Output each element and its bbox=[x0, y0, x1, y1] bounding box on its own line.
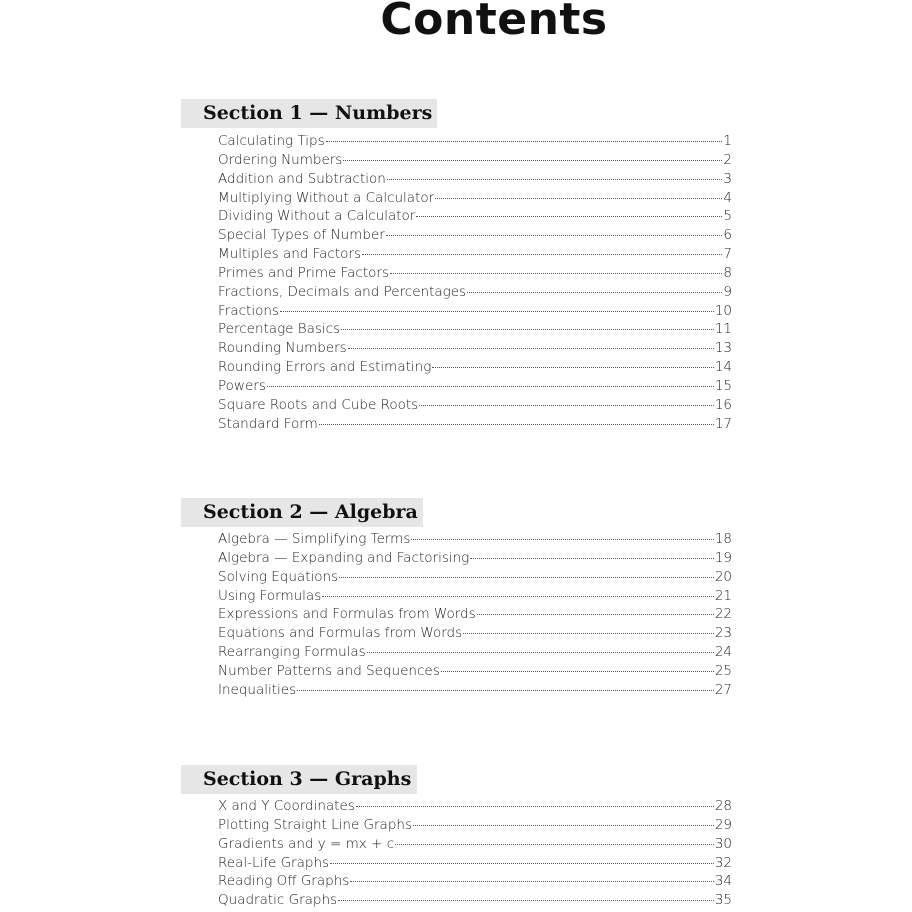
dot-leader bbox=[280, 311, 714, 312]
toc-entry-page: 35 bbox=[714, 892, 732, 909]
toc-entry[interactable] bbox=[218, 246, 732, 265]
toc-entry[interactable] bbox=[218, 892, 732, 911]
toc-entry-label: Addition and Subtraction bbox=[218, 170, 386, 187]
toc-entry-label: Calculating Tips bbox=[218, 133, 325, 149]
toc-entry[interactable] bbox=[218, 133, 732, 152]
dot-leader bbox=[441, 671, 714, 672]
dot-leader bbox=[322, 596, 714, 597]
toc-entry-label: Plotting Straight Line Graphs bbox=[218, 816, 412, 833]
toc-entry-label: Multiples and Factors bbox=[218, 246, 361, 263]
toc-entry-page: 32 bbox=[714, 854, 732, 871]
toc-entry[interactable] bbox=[218, 550, 732, 569]
toc-entry-page: 8 bbox=[723, 264, 732, 281]
toc-entry-label: Rounding Numbers bbox=[218, 340, 347, 357]
toc-entry[interactable] bbox=[218, 873, 732, 892]
dot-leader bbox=[367, 652, 714, 653]
toc-entry-label: Gradients and y = mx + c bbox=[218, 835, 395, 852]
toc-entry-label: Using Formulas bbox=[218, 587, 322, 604]
toc-entry-label: Ordering Numbers bbox=[218, 151, 343, 168]
dot-leader bbox=[432, 367, 714, 368]
toc-entry[interactable] bbox=[218, 625, 732, 644]
dot-leader bbox=[267, 386, 714, 387]
toc-entry-label: Primes and Prime Factors bbox=[218, 264, 389, 281]
toc-entry-page: 1 bbox=[723, 133, 732, 149]
toc-entry[interactable] bbox=[218, 817, 732, 836]
toc-list bbox=[218, 798, 732, 911]
dot-leader bbox=[435, 198, 722, 199]
toc-entry-label: Expressions and Formulas from Words bbox=[218, 606, 476, 623]
toc-entry-page: 20 bbox=[714, 568, 732, 585]
toc-entry-label: Powers bbox=[218, 377, 266, 394]
toc-list bbox=[218, 531, 732, 701]
dot-leader bbox=[413, 825, 714, 826]
toc-entry[interactable] bbox=[218, 284, 732, 303]
dot-leader bbox=[319, 424, 714, 425]
dot-leader bbox=[326, 141, 723, 142]
toc-entry-page: 16 bbox=[714, 396, 732, 413]
toc-entry[interactable] bbox=[218, 340, 732, 359]
toc-entry-page: 4 bbox=[723, 189, 732, 206]
toc-entry[interactable] bbox=[218, 588, 732, 607]
dot-leader bbox=[297, 690, 714, 691]
dot-leader bbox=[387, 179, 723, 180]
toc-entry-label: Real-Life Graphs bbox=[218, 854, 330, 871]
toc-entry-label: Dividing Without a Calculator bbox=[218, 208, 416, 225]
toc-entry-page: 2 bbox=[723, 151, 732, 168]
toc-entry-page: 34 bbox=[714, 873, 732, 890]
toc-entry-label: Fractions bbox=[218, 302, 279, 319]
toc-entry[interactable] bbox=[218, 359, 732, 378]
toc-entry[interactable] bbox=[218, 152, 732, 171]
toc-entry-page: 21 bbox=[714, 587, 732, 604]
toc-entry[interactable] bbox=[218, 416, 732, 435]
toc-entry-page: 3 bbox=[723, 170, 732, 187]
toc-entry[interactable] bbox=[218, 682, 732, 701]
toc-entry-page: 25 bbox=[714, 662, 732, 679]
dot-leader bbox=[467, 292, 722, 293]
toc-entry[interactable] bbox=[218, 855, 732, 874]
toc-entry-page: 15 bbox=[714, 377, 732, 394]
toc-entry-label: X and Y Coordinates bbox=[218, 798, 355, 814]
dot-leader bbox=[411, 539, 713, 540]
toc-entry-label: Inequalities bbox=[218, 681, 297, 698]
toc-entry-page: 27 bbox=[714, 681, 732, 698]
toc-entry-page: 13 bbox=[714, 340, 732, 357]
toc-entry-page: 30 bbox=[714, 835, 732, 852]
toc-entry-page: 5 bbox=[723, 208, 732, 225]
toc-entry[interactable] bbox=[218, 303, 732, 322]
toc-entry-label: Fractions, Decimals and Percentages bbox=[218, 283, 467, 300]
toc-entry-label: Algebra — Simplifying Terms bbox=[218, 531, 411, 547]
toc-entry-page: 24 bbox=[714, 644, 732, 661]
dot-leader bbox=[341, 329, 714, 330]
toc-entry-page: 19 bbox=[714, 549, 732, 566]
dot-leader bbox=[339, 577, 714, 578]
dot-leader bbox=[477, 614, 714, 615]
dot-leader bbox=[416, 216, 722, 217]
toc-entry[interactable] bbox=[218, 606, 732, 625]
dot-leader bbox=[390, 273, 722, 274]
toc-entry-page: 22 bbox=[714, 606, 732, 623]
toc-entry[interactable] bbox=[218, 265, 732, 284]
toc-entry[interactable] bbox=[218, 836, 732, 855]
toc-entry[interactable] bbox=[218, 378, 732, 397]
toc-entry-label: Rounding Errors and Estimating bbox=[218, 359, 432, 376]
toc-entry-page: 14 bbox=[714, 359, 732, 376]
toc-entry[interactable] bbox=[218, 227, 732, 246]
dot-leader bbox=[419, 405, 714, 406]
section-heading: Section 2 — Algebra bbox=[181, 498, 423, 527]
toc-entry-page: 17 bbox=[714, 415, 732, 432]
page-title: Contents bbox=[380, 0, 608, 45]
dot-leader bbox=[362, 254, 722, 255]
section-heading: Section 1 — Numbers bbox=[181, 99, 437, 128]
toc-entry[interactable] bbox=[218, 321, 732, 340]
toc-entry[interactable] bbox=[218, 190, 732, 209]
toc-entry-label: Algebra — Expanding and Factorising bbox=[218, 549, 470, 566]
toc-entry-label: Special Types of Number bbox=[218, 227, 385, 244]
toc-entry[interactable] bbox=[218, 798, 732, 817]
dot-leader bbox=[395, 844, 714, 845]
section-heading: Section 3 — Graphs bbox=[181, 765, 417, 794]
toc-entry[interactable] bbox=[218, 644, 732, 663]
toc-entry[interactable] bbox=[218, 569, 732, 588]
toc-entry[interactable] bbox=[218, 663, 732, 682]
dot-leader bbox=[386, 235, 723, 236]
toc-entry[interactable] bbox=[218, 397, 732, 416]
toc-entry-page: 10 bbox=[714, 302, 732, 319]
toc-entry-label: Multiplying Without a Calculator bbox=[218, 189, 435, 206]
toc-entry-page: 23 bbox=[714, 625, 732, 642]
toc-entry-label: Percentage Basics bbox=[218, 321, 341, 338]
dot-leader bbox=[330, 863, 714, 864]
dot-leader bbox=[350, 881, 714, 882]
toc-entry-page: 7 bbox=[723, 246, 732, 263]
toc-entry[interactable] bbox=[218, 531, 732, 550]
toc-list bbox=[218, 133, 732, 435]
toc-entry-page: 18 bbox=[714, 531, 732, 547]
dot-leader bbox=[338, 900, 714, 901]
toc-entry-page: 29 bbox=[714, 816, 732, 833]
toc-entry-label: Rearranging Formulas bbox=[218, 644, 366, 661]
toc-entry-label: Reading Off Graphs bbox=[218, 873, 350, 890]
toc-entry-label: Quadratic Graphs bbox=[218, 892, 338, 909]
toc-entry-label: Solving Equations bbox=[218, 568, 339, 585]
dot-leader bbox=[470, 558, 714, 559]
toc-entry-page: 6 bbox=[723, 227, 732, 244]
toc-entry-page: 28 bbox=[714, 798, 732, 814]
toc-entry-label: Square Roots and Cube Roots bbox=[218, 396, 419, 413]
toc-entry-page: 9 bbox=[723, 283, 732, 300]
dot-leader bbox=[356, 806, 714, 807]
toc-entry[interactable] bbox=[218, 208, 732, 227]
toc-entry-page: 11 bbox=[714, 321, 732, 338]
dot-leader bbox=[463, 633, 714, 634]
toc-entry-label: Standard Form bbox=[218, 415, 318, 432]
toc-entry-label: Number Patterns and Sequences bbox=[218, 662, 440, 679]
toc-entry-label: Equations and Formulas from Words bbox=[218, 625, 463, 642]
dot-leader bbox=[348, 348, 714, 349]
toc-entry[interactable] bbox=[218, 171, 732, 190]
dot-leader bbox=[343, 160, 722, 161]
